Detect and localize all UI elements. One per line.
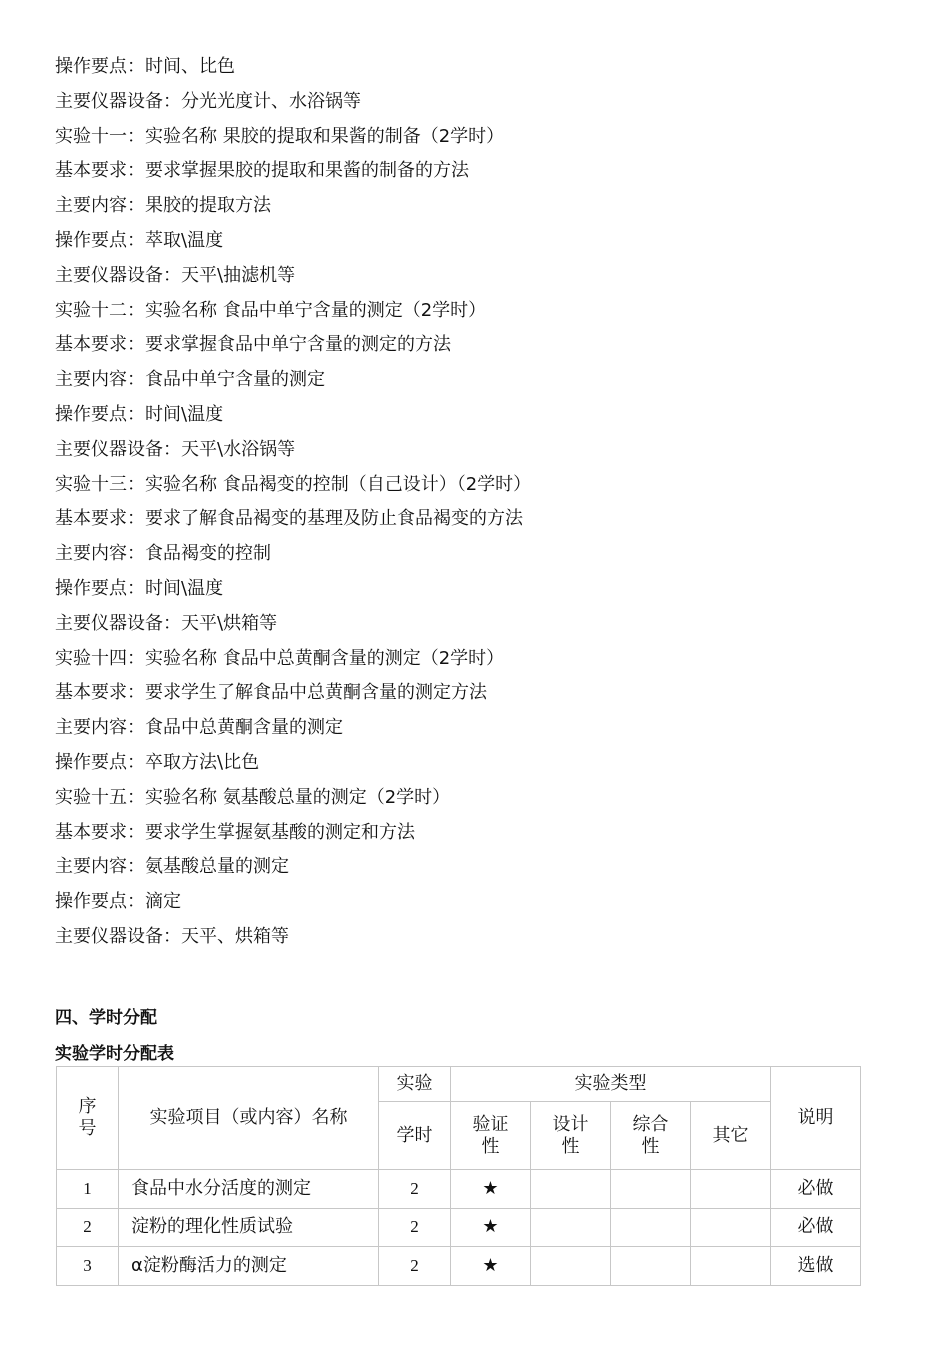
table-row — [57, 1208, 861, 1247]
text-line: 主要内容：氨基酸总量的测定 — [55, 856, 289, 878]
header-type-other: 其它 — [691, 1102, 771, 1170]
cell-seq: 3 — [57, 1247, 119, 1286]
cell-type-verify: ★ — [451, 1170, 531, 1209]
text-line: 实验十四：实验名称 食品中总黄酮含量的测定（2学时） — [55, 647, 505, 669]
cell-hours: 2 — [379, 1170, 451, 1209]
text-line: 操作要点：卒取方法\比色 — [55, 751, 260, 773]
text-line: 基本要求：要求了解食品褐变的基理及防止食品褐变的方法 — [55, 508, 523, 530]
header-type-group: 实验类型 — [451, 1067, 771, 1102]
header-type-design: 设计 性 — [531, 1102, 611, 1170]
cell-type-design — [531, 1247, 611, 1286]
text-line: 主要仪器设备：天平\抽滤机等 — [55, 264, 296, 286]
cell-type-comprehensive — [611, 1208, 691, 1247]
cell-name: 食品中水分活度的测定 — [119, 1170, 379, 1209]
text-line: 基本要求：要求学生了解食品中总黄酮含量的测定方法 — [55, 682, 487, 704]
header-hours-bottom: 学时 — [379, 1102, 451, 1170]
text-line: 操作要点：滴定 — [55, 891, 181, 913]
header-name: 实验项目（或内容）名称 — [119, 1067, 379, 1170]
table-row — [57, 1170, 861, 1209]
text-line: 主要内容：食品褐变的控制 — [55, 543, 271, 565]
hours-allocation-table — [56, 1066, 861, 1286]
cell-note: 选做 — [771, 1247, 861, 1286]
text-line: 基本要求：要求掌握食品中单宁含量的测定的方法 — [55, 334, 451, 356]
cell-hours: 2 — [379, 1247, 451, 1286]
cell-hours: 2 — [379, 1208, 451, 1247]
text-line: 主要仪器设备：天平\水浴锅等 — [55, 438, 296, 460]
table-header-row — [57, 1067, 861, 1102]
cell-name: 淀粉的理化性质试验 — [119, 1208, 379, 1247]
text-line: 主要内容：食品中总黄酮含量的测定 — [55, 717, 343, 739]
table-title: 实验学时分配表 — [55, 1044, 174, 1064]
text-line: 操作要点：时间\温度 — [55, 403, 224, 425]
cell-seq: 1 — [57, 1170, 119, 1209]
cell-type-verify: ★ — [451, 1208, 531, 1247]
header-type-verify: 验证 性 — [451, 1102, 531, 1170]
table-row — [57, 1247, 861, 1286]
text-line: 主要仪器设备：天平\烘箱等 — [55, 612, 278, 634]
text-line: 主要仪器设备：分光光度计、水浴锅等 — [55, 90, 361, 112]
section-heading: 四、学时分配 — [55, 1008, 157, 1028]
text-line: 实验十五：实验名称 氨基酸总量的测定（2学时） — [55, 786, 451, 808]
header-note: 说明 — [771, 1067, 861, 1170]
text-line: 操作要点：萃取\温度 — [55, 229, 224, 251]
cell-seq: 2 — [57, 1208, 119, 1247]
header-seq: 序 号 — [57, 1067, 119, 1170]
text-line: 实验十三：实验名称 食品褐变的控制（自己设计）（2学时） — [55, 473, 532, 495]
cell-type-verify: ★ — [451, 1247, 531, 1286]
cell-type-design — [531, 1170, 611, 1209]
cell-type-design — [531, 1208, 611, 1247]
header-hours-top: 实验 — [379, 1067, 451, 1102]
text-line: 主要内容：果胶的提取方法 — [55, 195, 271, 217]
text-line: 实验十一：实验名称 果胶的提取和果酱的制备（2学时） — [55, 125, 505, 147]
text-line: 操作要点：时间、比色 — [55, 56, 235, 77]
text-line: 基本要求：要求掌握果胶的提取和果酱的制备的方法 — [55, 160, 469, 182]
cell-type-other — [691, 1170, 771, 1209]
text-line: 主要内容：食品中单宁含量的测定 — [55, 369, 325, 391]
experiment-text — [55, 50, 531, 955]
cell-name: α淀粉酶活力的测定 — [119, 1247, 379, 1286]
cell-type-comprehensive — [611, 1170, 691, 1209]
cell-type-other — [691, 1247, 771, 1286]
cell-type-other — [691, 1208, 771, 1247]
cell-type-comprehensive — [611, 1247, 691, 1286]
text-line: 实验十二：实验名称 食品中单宁含量的测定（2学时） — [55, 299, 487, 321]
header-type-comprehensive: 综合 性 — [611, 1102, 691, 1170]
text-line: 主要仪器设备：天平、烘箱等 — [55, 925, 289, 947]
cell-note: 必做 — [771, 1208, 861, 1247]
text-line: 操作要点：时间\温度 — [55, 577, 224, 599]
text-line: 基本要求：要求学生掌握氨基酸的测定和方法 — [55, 821, 415, 843]
cell-note: 必做 — [771, 1170, 861, 1209]
